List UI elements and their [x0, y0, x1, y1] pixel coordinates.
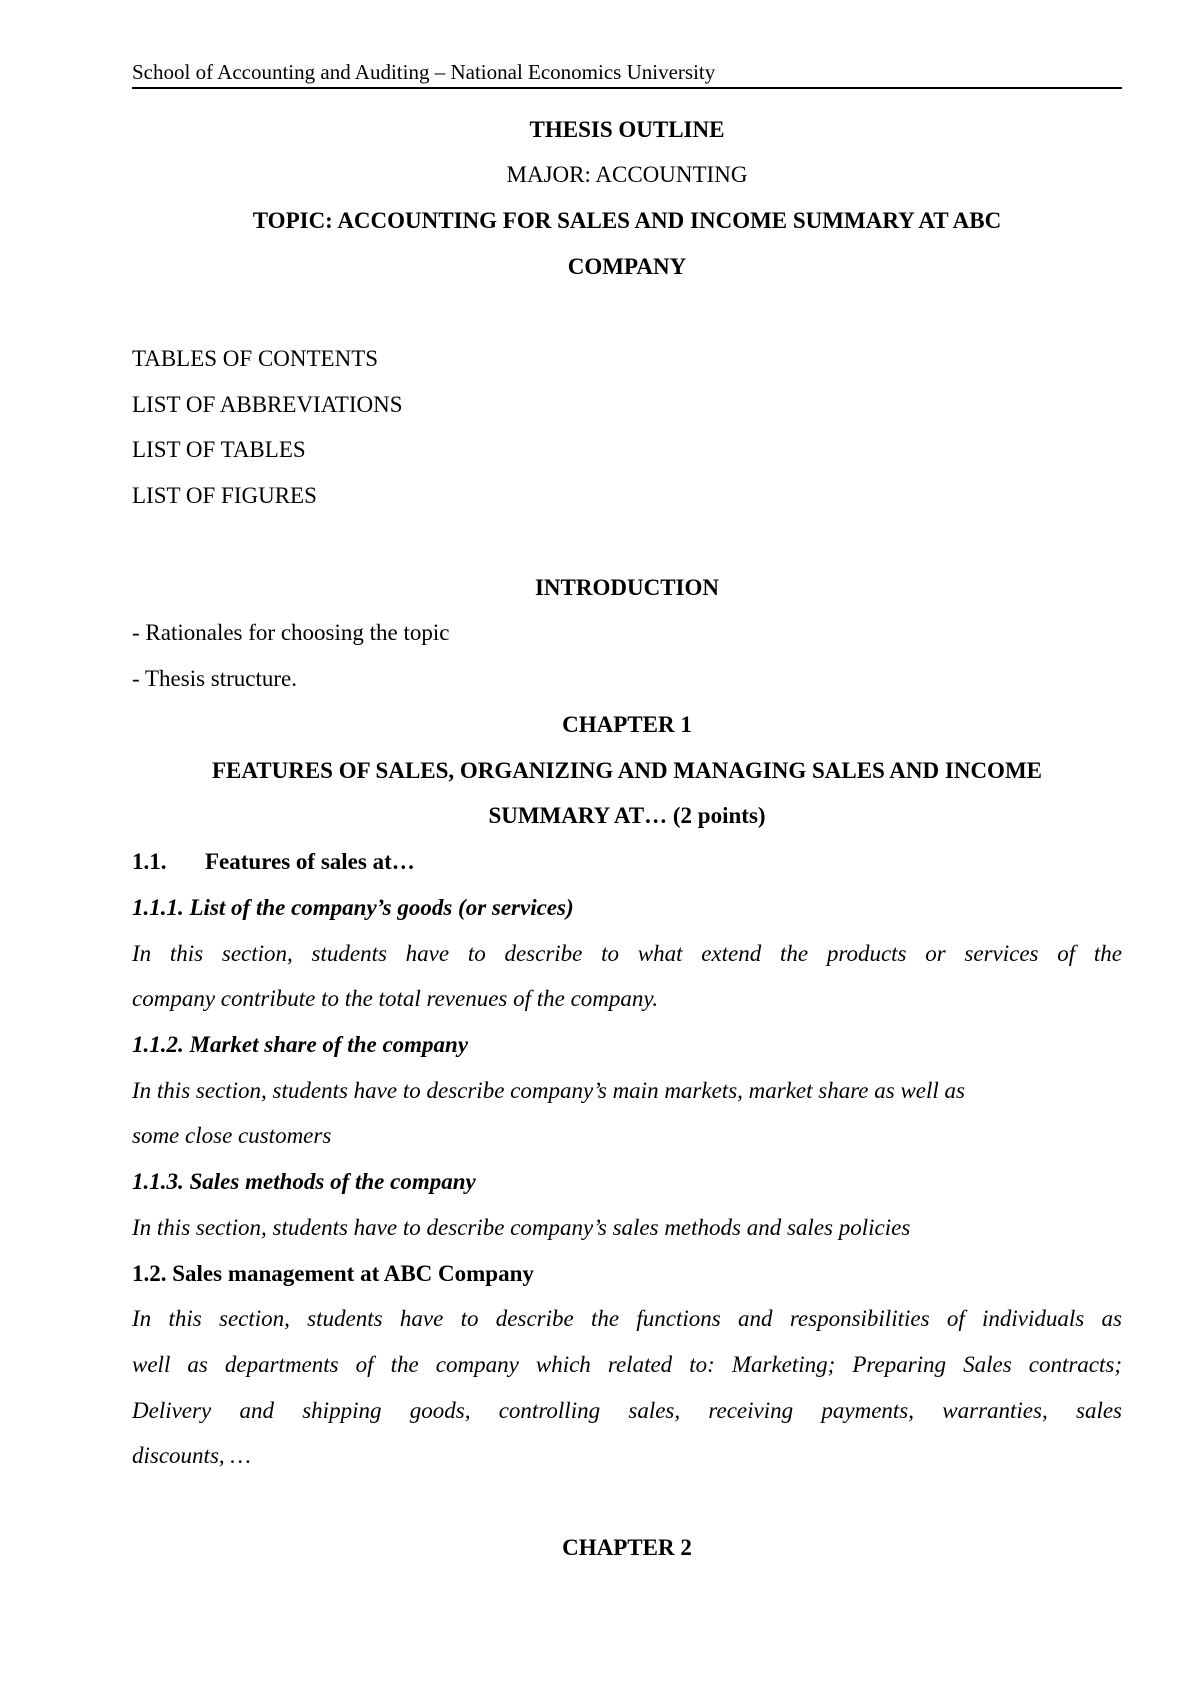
section-1-2-text-line: In this section, students have to describe the functions and responsibilities of individuals as [132, 1306, 1122, 1331]
page-header: School of Accounting and Auditing – National Economics University [132, 57, 1122, 89]
section-1-2-heading: 1.2. Sales management at ABC Company [132, 1261, 534, 1286]
section-1-1-heading [132, 847, 415, 877]
chapter-1-title-line-2: SUMMARY AT… (2 points) [488, 803, 766, 828]
tables-entry: LIST OF TABLES [132, 437, 306, 462]
thesis-outline-title: THESIS OUTLINE [529, 117, 725, 142]
section-1-1-3-text-line: In this section, students have to describe company’s sales methods and sales policies [132, 1215, 911, 1240]
section-1-2-text-line: Delivery and shipping goods, controlling sales, receiving payments, warranties, sales [132, 1398, 1122, 1423]
figures-entry: LIST OF FIGURES [132, 483, 317, 508]
toc-entry: TABLES OF CONTENTS [132, 346, 379, 371]
major-line: MAJOR: ACCOUNTING [506, 162, 748, 187]
introduction-item: - Thesis structure. [132, 666, 298, 691]
section-1-2-text-line: well as departments of the company which related to: Marketing; Preparing Sales contracts; [132, 1352, 1122, 1377]
section-1-1-3-heading: 1.1.3. Sales methods of the company [132, 1169, 476, 1194]
chapter-1-title-line-1: FEATURES OF SALES, ORGANIZING AND MANAGING SALES AND INCOME [211, 758, 1043, 783]
section-1-2-text-line: discounts, … [132, 1443, 251, 1468]
introduction-heading: INTRODUCTION [534, 575, 720, 600]
topic-line-1: TOPIC: ACCOUNTING FOR SALES AND INCOME SUMMARY AT ABC [252, 208, 1002, 233]
section-1-1-title: Features of sales at… [205, 849, 415, 874]
introduction-item: - Rationales for choosing the topic [132, 620, 450, 645]
section-1-1-2-text-line: In this section, students have to describe company’s main markets, market share as well as [132, 1078, 965, 1103]
section-1-1-1-text-line: In this section, students have to describe to what extend the products or services of the [132, 941, 1122, 966]
chapter-2-heading: CHAPTER 2 [562, 1535, 692, 1560]
topic-line-2: COMPANY [567, 254, 687, 279]
section-1-1-1-text-line: company contribute to the total revenues of the company. [132, 986, 659, 1011]
section-1-1-number: 1.1. [132, 849, 167, 874]
chapter-1-heading: CHAPTER 1 [562, 712, 692, 737]
section-1-1-2-heading: 1.1.2. Market share of the company [132, 1032, 469, 1057]
section-1-1-1-heading: 1.1.1. List of the company’s goods (or services) [132, 895, 574, 920]
abbreviations-entry: LIST OF ABBREVIATIONS [132, 392, 403, 417]
section-1-1-2-text-line: some close customers [132, 1123, 332, 1148]
